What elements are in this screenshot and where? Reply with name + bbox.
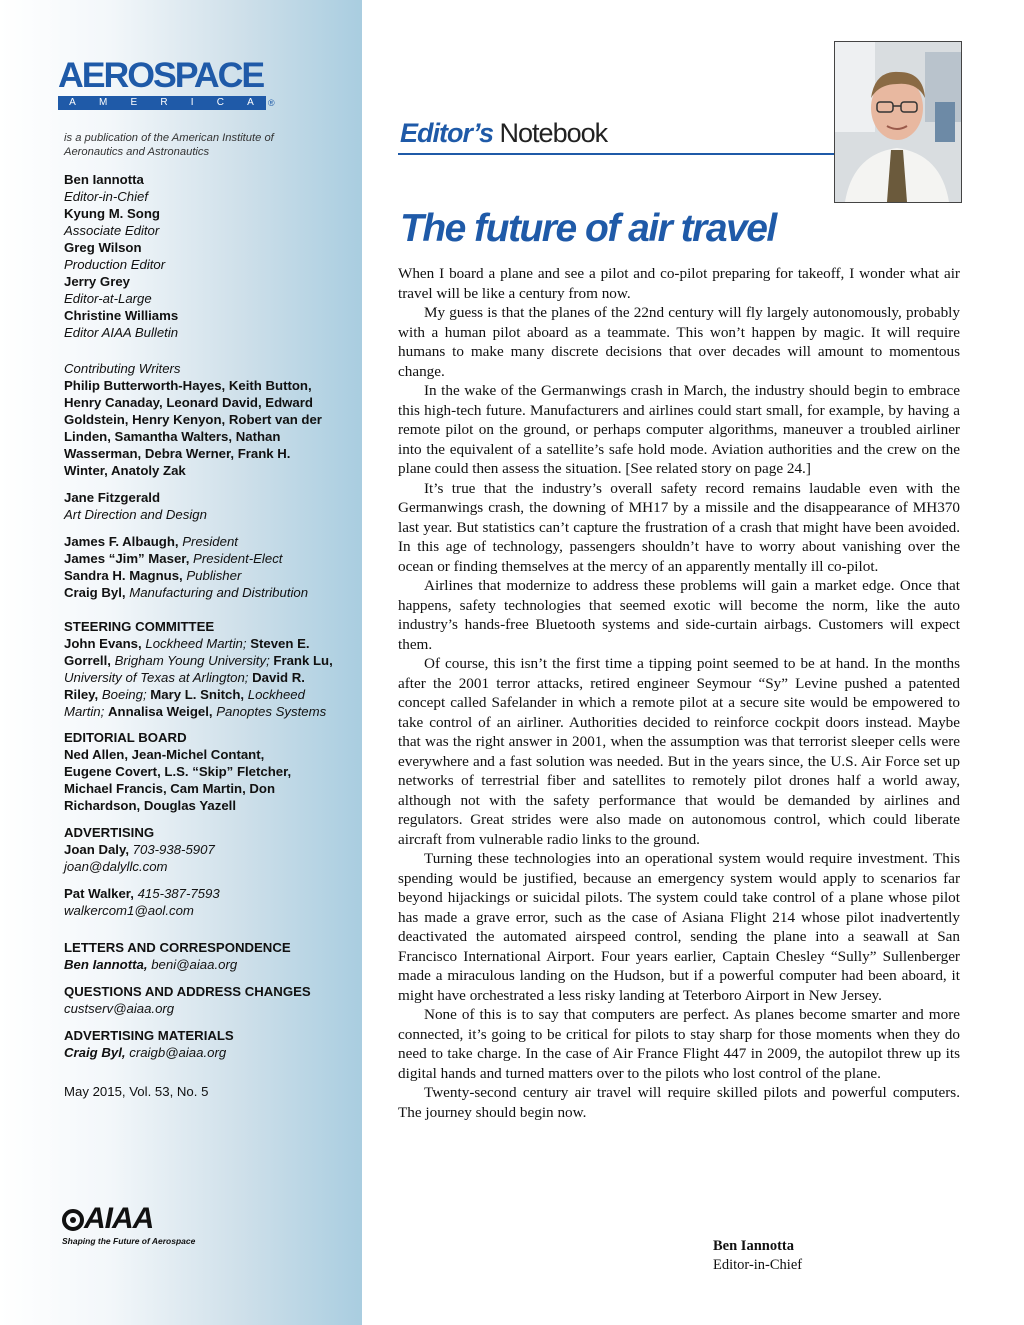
article-paragraph: Airlines that modernize to address these problems will gain a market edge. Once that happens, safety technologies that seemed exotic will become the norm, like the auto industry’s hands-free Bluetooth systems and side-curtain airbags. Customers will expect them. (398, 577, 960, 653)
aiaa-tagline: Shaping the Future of Aerospace (62, 1236, 196, 1246)
contact-phone: 415-387-7593 (137, 886, 220, 901)
logo-subbar (58, 96, 266, 110)
article-paragraph: None of this is to say that computers are perfect. As planes become smarter and more connected, it’s going to be critical for pilots to stay sharp for those moments when they do need to take charge. In the case of Air France Flight 447 in 2009, the autopilot threw up its digital hands and turned matters over to the pilots who lost control of the plane. (398, 1006, 960, 1082)
member-org: Boeing; (101, 687, 147, 702)
member-name: Frank Lu, (273, 653, 333, 668)
signature (713, 1237, 802, 1275)
article-paragraph: Turning these technologies into an operational system would require investment. This spending would be justified, because an emergency system would apply to scenarios far beyond hijackings or suicidal pilots. The system could take control of a plane whose pilot has made a grave error, such as the case of Asiana Flight 214 whose pilot inadvertently deactivated the automated airspeed control, sending the plane into a seawall at San Francisco International Airport. Four years earlier, Captain Chesley “Sully” Sullenberger made a miraculous landing on the Hudson, but if a powerful computer had been aboard, it might have orchestrated a less risky landing at Teterboro Airport in New Jersey. (398, 850, 960, 1004)
registered-mark: ® (268, 98, 275, 108)
signature-name: Ben Iannotta (713, 1238, 794, 1254)
staff-role: Editor-in-Chief (64, 189, 149, 204)
contact-name: Pat Walker, (64, 886, 134, 901)
article-paragraph: My guess is that the planes of the 22nd century will fly largely autonomously, probably with a human pilot aboard as a teammate. This won’t happen by magic. It will require humans to make many discrete decisions that over decades will amount to momentous change. (398, 304, 960, 380)
officer-role: President-Elect (193, 551, 283, 566)
aiaa-word: AIAA (84, 1202, 154, 1235)
logo-letter: C (216, 97, 225, 108)
contact-name: Joan Daly, (64, 842, 129, 857)
member-name: Mary L. Snitch, (150, 687, 245, 702)
aiaa-logo (62, 1202, 195, 1246)
staff-list (64, 171, 354, 341)
design-credit (64, 489, 354, 523)
member-name: Annalisa Weigel, (107, 704, 213, 719)
staff-name: Ben Iannotta (64, 172, 144, 187)
member-org: Brigham Young University; (114, 653, 270, 668)
staff-name: Jerry Grey (64, 274, 130, 289)
section-rule (398, 153, 834, 155)
design-role: Art Direction and Design (64, 507, 207, 522)
staff-role: Editor-at-Large (64, 291, 152, 306)
materials-name: Craig Byl, (64, 1045, 126, 1060)
article-headline: The future of air travel (400, 207, 776, 250)
questions-email[interactable]: custserv@aiaa.org (64, 1001, 175, 1016)
publication-line: is a publication of the American Institute of Aeronautics and Astronautics (64, 132, 274, 158)
design-name: Jane Fitzgerald (64, 490, 161, 505)
aerospace-america-logo (58, 56, 275, 108)
contributing-label: Contributing Writers (64, 361, 181, 376)
officer-role: Publisher (186, 568, 242, 583)
staff-name: Greg Wilson (64, 240, 142, 255)
officers-list (64, 533, 354, 601)
officer-name: Sandra H. Magnus, (64, 568, 183, 583)
article-paragraph: Of course, this isn’t the first time a tipping point seemed to be at hand. In the months after the 2001 terror attacks, retired engineer Seymour “Sy” Levine pushed a patented concept called Safelander in which a remote pilot at a secure site would be empowered to take control of an airliner. Authorities decided to reinforce cockpit doors instead. Maybe that was the right answer in 2001, when the assumption was that terrorist sleeper cells were everywhere and a fast solution was needed. But in the years since, the U.S. Air Force set up networks of terrestrial fiber and satellites to remotely pilot drones half a world away, although not with the safety performance that would be demanded by airlines and regulators. Great strides were also made on autonomous control, which could liberate aircraft from vulnerable radio links to the ground. (398, 655, 960, 848)
aiaa-mark (62, 1202, 195, 1236)
contact-phone: 703-938-5907 (132, 842, 215, 857)
officer-name: Craig Byl, (64, 585, 126, 600)
member-org: Lockheed Martin; (145, 636, 247, 651)
letters-email[interactable]: beni@aiaa.org (151, 957, 238, 972)
materials-block (64, 1027, 354, 1061)
member-org: Panoptes Systems (216, 704, 327, 719)
editorial-names: Ned Allen, Jean-Michel Contant, Eugene Covert, L.S. “Skip” Fletcher, Michael Francis, Cam Martin, Don Richardson, Douglas Yazell (64, 747, 292, 813)
contact-email[interactable]: walkercom1@aol.com (64, 903, 194, 918)
staff-role: Associate Editor (64, 223, 160, 238)
logo-letter: R (160, 97, 169, 108)
section-title-part2: Notebook (493, 118, 608, 148)
officer-name: James F. Albaugh, (64, 534, 179, 549)
contributing-writers (64, 360, 336, 479)
materials-email[interactable]: craigb@aiaa.org (129, 1045, 227, 1060)
staff-name: Christine Williams (64, 308, 179, 323)
advertising-heading: ADVERTISING (64, 825, 155, 840)
logo-letter: E (130, 97, 139, 108)
contributing-names: Philip Butterworth-Hayes, Keith Button, Henry Canaday, Leonard David, Edward Goldstein, Henry Kenyon, Robert van der Linden, Samantha Walters, Nathan Wasserman, Debra Werner, Frank H. Winter, Anatoly Zak (64, 378, 322, 478)
staff-role: Production Editor (64, 257, 166, 272)
article-paragraph: When I board a plane and see a pilot and co-pilot preparing for takeoff, I wonder what air travel will be like a century from now. (398, 265, 960, 302)
letters-name: Ben Iannotta, (64, 957, 148, 972)
editorial-board (64, 729, 314, 814)
article-paragraph: Twenty-second century air travel will require skilled pilots and powerful computers. The journey should begin now. (398, 1084, 960, 1121)
article-body (398, 264, 960, 1122)
officer-role: Manufacturing and Distribution (129, 585, 309, 600)
materials-heading: ADVERTISING MATERIALS (64, 1028, 234, 1043)
article-paragraph: It’s true that the industry’s overall safety record remains laudable even with the Germanwings crash, the downing of MH17 by a missile and the disappearance of MH370 last year. But statistics can’t capture the frustration of a crash that might have been avoided. In this age of technology, passengers shouldn’t have to worry about vanishing over the ocean or finding themselves at the mercy of an apparently mentally ill co-pilot. (398, 479, 960, 575)
contact-email[interactable]: joan@dalyllc.com (64, 859, 168, 874)
aiaa-swirl-icon (62, 1209, 84, 1231)
member-org: Lockheed Martin; (64, 687, 305, 719)
advertising-block (64, 824, 354, 919)
member-org: University of Texas at Arlington; (64, 670, 249, 685)
steering-heading: STEERING COMMITTEE (64, 619, 215, 634)
logo-word: AEROSPACE (58, 56, 264, 95)
logo-letter: A (69, 97, 77, 108)
questions-block (64, 983, 354, 1017)
officer-role: President (182, 534, 238, 549)
officer-name: James “Jim” Maser, (64, 551, 190, 566)
letters-heading: LETTERS AND CORRESPONDENCE (64, 940, 291, 955)
logo-letter: I (190, 97, 195, 108)
article-paragraph: In the wake of the Germanwings crash in March, the industry should begin to embrace this high-tech future. Manufacturers and airlines could start small, for example, by having a remote pilot on the ground, or perhaps computer algorithms, maneuver a troubled airliner into the equivalent of a satellite’s safe hold mode. Aviation authorities and the crew on the plane could then assess the situation. [See related story on page 24.] (398, 382, 960, 477)
masthead-sidebar (0, 0, 362, 1325)
editor-photo (834, 41, 962, 203)
section-title-part1: Editor’s (400, 118, 494, 148)
logo-letter: A (247, 97, 255, 108)
letters-block (64, 939, 354, 973)
staff-role: Editor AIAA Bulletin (64, 325, 179, 340)
signature-title: Editor-in-Chief (713, 1257, 803, 1273)
staff-name: Kyung M. Song (64, 206, 160, 221)
editor-portrait-icon (835, 42, 961, 202)
member-name: David R. Riley, (64, 670, 305, 702)
member-name: Steven E. Gorrell, (64, 636, 310, 668)
logo-letter: M (98, 97, 109, 108)
member-name: John Evans, (64, 636, 142, 651)
steering-committee (64, 618, 342, 720)
editorial-heading: EDITORIAL BOARD (64, 730, 187, 745)
section-title (400, 118, 607, 149)
issue-line: May 2015, Vol. 53, No. 5 (64, 1084, 209, 1099)
questions-heading: QUESTIONS AND ADDRESS CHANGES (64, 984, 311, 999)
